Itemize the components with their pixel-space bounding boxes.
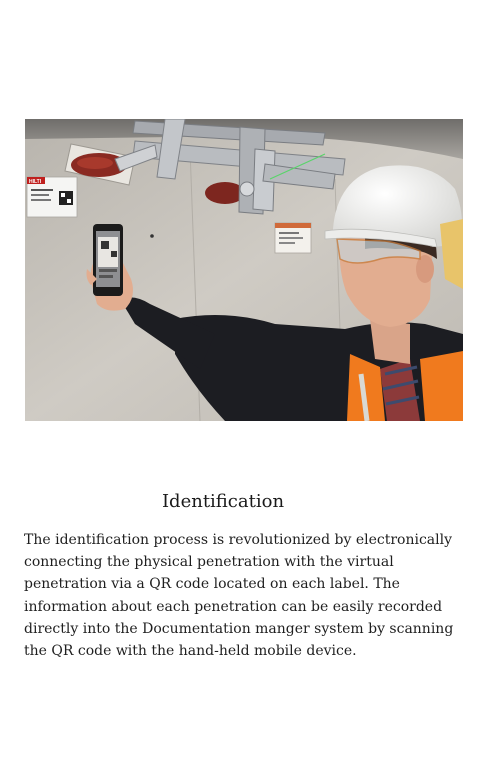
photo-illustration (25, 119, 463, 421)
worker-scanning-photo (25, 119, 463, 421)
section-title: Identification (161, 491, 285, 512)
black-jacket (175, 315, 463, 421)
identification-label-right (275, 223, 311, 253)
label-brand-text: HILTI (29, 179, 42, 185)
identification-label-left (27, 177, 77, 217)
section-body-text: The identification process is revolutionized by electronically connecting the physical penetration with the virtual penetration via a QR code located on each label. The information about each penetration can be easily recorded directly into the Documentation manger system by scanning the QR code with the hand-held mobile device. (24, 532, 454, 660)
smartphone (93, 224, 123, 296)
